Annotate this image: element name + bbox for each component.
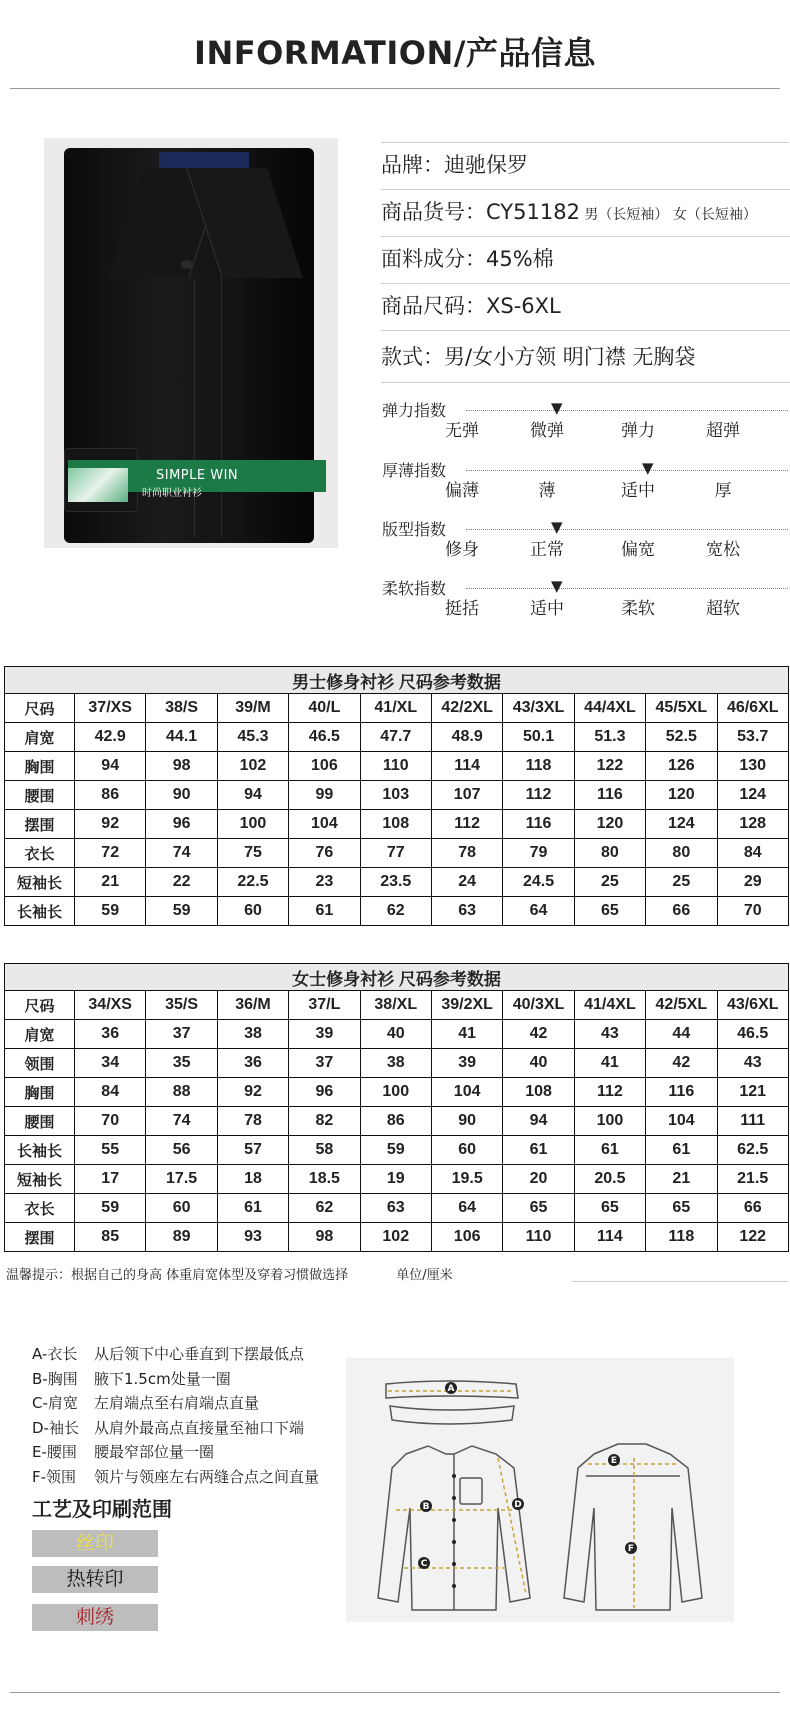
table-cell: 63	[360, 1194, 431, 1223]
table-cell: 116	[503, 810, 574, 839]
table-cell: 25	[646, 868, 717, 897]
craft-silkscreen: 丝印	[32, 1530, 158, 1557]
table-cell: 103	[360, 781, 431, 810]
row-label: 肩宽	[5, 1020, 75, 1049]
size-header: 35/S	[146, 991, 217, 1020]
table-row	[5, 752, 789, 781]
table-cell: 116	[646, 1078, 717, 1107]
measure-key: D-袖长	[32, 1418, 79, 1437]
table-cell: 61	[289, 897, 360, 926]
size-header: 39/2XL	[431, 991, 502, 1020]
table-cell: 118	[503, 752, 574, 781]
table-cell: 64	[431, 1194, 502, 1223]
index-selected-marker: ▼	[551, 399, 563, 417]
table-cell: 22	[146, 868, 217, 897]
table-cell: 23.5	[360, 868, 431, 897]
table-cell: 17.5	[146, 1165, 217, 1194]
table-cell: 62	[289, 1194, 360, 1223]
row-label: 肩宽	[5, 723, 75, 752]
measure-item	[32, 1392, 259, 1413]
index-option: 薄	[538, 481, 556, 501]
table-row	[5, 1020, 789, 1049]
table-cell: 65	[574, 1194, 645, 1223]
table-cell: 42.9	[75, 723, 146, 752]
measurement-diagram	[346, 1358, 734, 1622]
table-cell: 40	[503, 1049, 574, 1078]
table-cell: 40	[360, 1020, 431, 1049]
table-row	[5, 868, 789, 897]
index-option: 超软	[706, 599, 740, 619]
table-cell: 75	[217, 839, 288, 868]
table-cell: 60	[431, 1136, 502, 1165]
index-option: 偏宽	[621, 540, 655, 560]
table-cell: 100	[574, 1107, 645, 1136]
table-cell: 112	[503, 781, 574, 810]
row-label: 胸围	[5, 752, 75, 781]
measure-key: B-胸围	[32, 1369, 78, 1388]
table-row	[5, 810, 789, 839]
diagram-label-b: B	[422, 1502, 430, 1512]
table-cell: 114	[574, 1223, 645, 1252]
table-cell: 42	[646, 1049, 717, 1078]
size-header: 40/3XL	[503, 991, 574, 1020]
table-cell: 121	[717, 1078, 788, 1107]
table-cell: 21.5	[717, 1165, 788, 1194]
table-cell: 120	[574, 810, 645, 839]
table-cell: 86	[75, 781, 146, 810]
table-row	[5, 1223, 789, 1252]
table-cell: 57	[217, 1136, 288, 1165]
size-header: 45/5XL	[646, 694, 717, 723]
size-header: 40/L	[289, 694, 360, 723]
table-header-row	[5, 694, 789, 723]
diagram-label-e: E	[610, 1456, 618, 1466]
table-cell: 59	[75, 897, 146, 926]
table-cell: 41	[574, 1049, 645, 1078]
index-label: 弹力指数	[382, 401, 447, 420]
size-header: 43/6XL	[717, 991, 788, 1020]
table-cell: 20	[503, 1165, 574, 1194]
table-cell: 102	[360, 1223, 431, 1252]
table-title: 男士修身衬衫 尺码参考数据	[5, 667, 789, 694]
measure-desc: 左肩端点至右肩端点直量	[94, 1394, 260, 1412]
table-cell: 66	[717, 1194, 788, 1223]
table-header-row	[5, 991, 789, 1020]
measure-item	[32, 1466, 319, 1487]
table-cell: 24	[431, 868, 502, 897]
table-cell: 64	[503, 897, 574, 926]
size-header: 38/S	[146, 694, 217, 723]
table-cell: 80	[646, 839, 717, 868]
table-row	[5, 1107, 789, 1136]
table-cell: 94	[75, 752, 146, 781]
index-option: 柔软	[621, 599, 655, 619]
info-size: 商品尺码：XS-6XL	[381, 284, 790, 331]
row-label: 长袖长	[5, 897, 75, 926]
table-cell: 37	[146, 1020, 217, 1049]
mens-size-table	[4, 666, 789, 926]
table-cell: 59	[146, 897, 217, 926]
table-cell: 63	[431, 897, 502, 926]
brand-band-text: SIMPLE WIN	[156, 468, 239, 483]
index-option: 厚	[714, 481, 732, 501]
table-cell: 53.7	[717, 723, 788, 752]
table-row	[5, 723, 789, 752]
table-row	[5, 1078, 789, 1107]
diagram-label-c: C	[420, 1559, 428, 1569]
table-cell: 93	[217, 1223, 288, 1252]
table-cell: 70	[75, 1107, 146, 1136]
size-header: 42/2XL	[431, 694, 502, 723]
table-cell: 56	[146, 1136, 217, 1165]
craft-embroidery: 刺绣	[32, 1604, 158, 1631]
table-row	[5, 1136, 789, 1165]
table-cell: 100	[217, 810, 288, 839]
table-cell: 46.5	[289, 723, 360, 752]
table-cell: 34	[75, 1049, 146, 1078]
measure-item	[32, 1368, 231, 1389]
row-label: 短袖长	[5, 868, 75, 897]
table-cell: 82	[289, 1107, 360, 1136]
back-shirt-outline	[564, 1444, 702, 1610]
table-cell: 110	[360, 752, 431, 781]
index-label: 厚薄指数	[382, 461, 447, 480]
table-cell: 124	[646, 810, 717, 839]
table-cell: 43	[717, 1049, 788, 1078]
measure-desc: 从肩外最高点直接量至袖口下端	[94, 1418, 305, 1437]
shirt-button	[181, 260, 193, 269]
table-row	[5, 839, 789, 868]
table-cell: 92	[75, 810, 146, 839]
info-style: 款式：男/女小方领 明门襟 无胸袋	[381, 335, 790, 383]
table-cell: 50.1	[503, 723, 574, 752]
table-cell: 77	[360, 839, 431, 868]
table-cell: 62.5	[717, 1136, 788, 1165]
table-cell: 76	[289, 839, 360, 868]
table-cell: 104	[646, 1107, 717, 1136]
table-cell: 18	[217, 1165, 288, 1194]
table-cell: 62	[360, 897, 431, 926]
table-cell: 128	[717, 810, 788, 839]
table-cell: 108	[503, 1078, 574, 1107]
table-cell: 58	[289, 1136, 360, 1165]
size-header: 37/XS	[75, 694, 146, 723]
table-cell: 106	[289, 752, 360, 781]
index-option: 修身	[445, 540, 479, 560]
table-cell: 59	[360, 1136, 431, 1165]
table-cell: 118	[646, 1223, 717, 1252]
table-cell: 61	[503, 1136, 574, 1165]
table-cell: 98	[146, 752, 217, 781]
size-header: 43/3XL	[503, 694, 574, 723]
table-cell: 42	[503, 1020, 574, 1049]
table-cell: 85	[75, 1223, 146, 1252]
index-option: 偏薄	[445, 481, 479, 501]
table-cell: 20.5	[574, 1165, 645, 1194]
index-selected-marker: ▼	[642, 459, 654, 477]
row-label: 腰围	[5, 1107, 75, 1136]
size-header: 41/4XL	[574, 991, 645, 1020]
table-cell: 22.5	[217, 868, 288, 897]
table-cell: 61	[217, 1194, 288, 1223]
index-option: 弹力	[621, 421, 655, 441]
table-cell: 122	[717, 1223, 788, 1252]
table-cell: 74	[146, 1107, 217, 1136]
header-label: 尺码	[5, 991, 75, 1020]
table-cell: 88	[146, 1078, 217, 1107]
index-selected-marker: ▼	[551, 518, 563, 536]
table-cell: 51.3	[574, 723, 645, 752]
index-scale-line	[466, 529, 788, 530]
table-cell: 112	[574, 1078, 645, 1107]
diagram-label-a: A	[447, 1384, 455, 1394]
table-cell: 94	[217, 781, 288, 810]
diagram-label-f: F	[627, 1544, 635, 1554]
table-cell: 38	[217, 1020, 288, 1049]
row-label: 衣长	[5, 839, 75, 868]
womens-size-table	[4, 963, 789, 1252]
table-cell: 52.5	[646, 723, 717, 752]
table-cell: 84	[75, 1078, 146, 1107]
size-header: 42/5XL	[646, 991, 717, 1020]
table-cell: 61	[574, 1136, 645, 1165]
table-cell: 98	[289, 1223, 360, 1252]
table-row	[5, 897, 789, 926]
table-cell: 120	[646, 781, 717, 810]
table-cell: 74	[146, 839, 217, 868]
table-cell: 107	[431, 781, 502, 810]
header-label: 尺码	[5, 694, 75, 723]
table-cell: 35	[146, 1049, 217, 1078]
table-cell: 61	[646, 1136, 717, 1165]
table-cell: 39	[431, 1049, 502, 1078]
table-row	[5, 1165, 789, 1194]
measure-desc: 从后领下中心垂直到下摆最低点	[94, 1345, 305, 1363]
size-header: 34/XS	[75, 991, 146, 1020]
table-cell: 29	[717, 868, 788, 897]
table-cell: 44	[646, 1020, 717, 1049]
table-cell: 99	[289, 781, 360, 810]
table-cell: 46.5	[717, 1020, 788, 1049]
table-cell: 72	[75, 839, 146, 868]
index-option: 挺括	[445, 599, 479, 619]
table-cell: 108	[360, 810, 431, 839]
table-cell: 17	[75, 1165, 146, 1194]
table-cell: 124	[717, 781, 788, 810]
row-label: 长袖长	[5, 1136, 75, 1165]
table-cell: 111	[717, 1107, 788, 1136]
table-cell: 19.5	[431, 1165, 502, 1194]
size-header: 46/6XL	[717, 694, 788, 723]
size-header: 38/XL	[360, 991, 431, 1020]
table-cell: 37	[289, 1049, 360, 1078]
measure-key: C-肩宽	[32, 1394, 78, 1412]
table-cell: 55	[75, 1136, 146, 1165]
table-cell: 48.9	[431, 723, 502, 752]
table-cell: 126	[646, 752, 717, 781]
row-label: 短袖长	[5, 1165, 75, 1194]
table-cell: 19	[360, 1165, 431, 1194]
craft-title: 工艺及印刷范围	[32, 1497, 172, 1521]
row-label: 衣长	[5, 1194, 75, 1223]
table-cell: 21	[646, 1165, 717, 1194]
size-header: 36/M	[217, 991, 288, 1020]
measure-desc: 腰最窄部位量一圈	[94, 1443, 215, 1461]
table-title: 女士修身衬衫 尺码参考数据	[5, 964, 789, 991]
table-cell: 104	[431, 1078, 502, 1107]
measure-item	[32, 1417, 304, 1438]
measure-key: E-腰围	[32, 1443, 77, 1461]
index-option: 正常	[530, 540, 564, 560]
table-cell: 90	[431, 1107, 502, 1136]
table-cell: 116	[574, 781, 645, 810]
table-cell: 66	[646, 897, 717, 926]
craft-heat-transfer: 热转印	[32, 1566, 158, 1593]
measure-desc: 腋下1.5cm处量一圈	[94, 1369, 231, 1388]
index-option: 宽松	[706, 540, 740, 560]
table-cell: 60	[217, 897, 288, 926]
row-label: 摆围	[5, 1223, 75, 1252]
table-cell: 94	[503, 1107, 574, 1136]
size-header: 37/L	[289, 991, 360, 1020]
measure-desc: 领片与领座左右两缝合点之间直量	[94, 1467, 320, 1486]
row-label: 胸围	[5, 1078, 75, 1107]
table-cell: 90	[146, 781, 217, 810]
brand-band-sub: 时尚职业衬衫	[142, 488, 202, 499]
index-option: 无弹	[445, 421, 479, 441]
table-cell: 60	[146, 1194, 217, 1223]
table-cell: 89	[146, 1223, 217, 1252]
table-cell: 92	[217, 1078, 288, 1107]
header-divider	[10, 88, 780, 89]
table-cell: 47.7	[360, 723, 431, 752]
index-option: 微弹	[530, 421, 564, 441]
table-cell: 110	[503, 1223, 574, 1252]
size-header: 39/M	[217, 694, 288, 723]
table-cell: 130	[717, 752, 788, 781]
table-cell: 70	[717, 897, 788, 926]
info-brand: 品牌：迪驰保罗	[381, 143, 790, 190]
index-label: 柔软指数	[382, 579, 447, 598]
table-row	[5, 1194, 789, 1223]
row-label: 腰围	[5, 781, 75, 810]
table-cell: 39	[289, 1020, 360, 1049]
table-cell: 112	[431, 810, 502, 839]
table-cell: 23	[289, 868, 360, 897]
table-row	[5, 781, 789, 810]
table-cell: 65	[574, 897, 645, 926]
index-option: 适中	[621, 481, 655, 501]
table-row	[5, 1049, 789, 1078]
table-cell: 38	[360, 1049, 431, 1078]
table-cell: 24.5	[503, 868, 574, 897]
table-cell: 65	[646, 1194, 717, 1223]
diagram-label-d: D	[514, 1500, 522, 1510]
product-photo	[44, 138, 338, 548]
page-title: INFORMATION/产品信息	[194, 34, 596, 72]
table-cell: 25	[574, 868, 645, 897]
index-scale-line	[466, 470, 788, 471]
index-option: 适中	[530, 599, 564, 619]
table-cell: 43	[574, 1020, 645, 1049]
table-cell: 96	[146, 810, 217, 839]
shirt-diagram-svg	[346, 1358, 734, 1622]
table-cell: 96	[289, 1078, 360, 1107]
table-cell: 86	[360, 1107, 431, 1136]
measure-item	[32, 1441, 214, 1462]
table-cell: 18.5	[289, 1165, 360, 1194]
table-cell: 41	[431, 1020, 502, 1049]
table-cell: 122	[574, 752, 645, 781]
table-cell: 21	[75, 868, 146, 897]
table-cell: 44.1	[146, 723, 217, 752]
index-label: 版型指数	[382, 520, 447, 539]
table-cell: 78	[431, 839, 502, 868]
table-cell: 36	[75, 1020, 146, 1049]
table-cell: 84	[717, 839, 788, 868]
table-cell: 45.3	[217, 723, 288, 752]
size-tip: 温馨提示：根据自己的身高 体重肩宽体型及穿着习惯做选择 单位/厘米	[6, 1268, 453, 1283]
index-scale-line	[466, 588, 788, 589]
table-cell: 100	[360, 1078, 431, 1107]
footer-divider	[10, 1692, 780, 1693]
table-cell: 102	[217, 752, 288, 781]
info-fabric: 面料成分：45%棉	[381, 237, 790, 284]
row-label: 领围	[5, 1049, 75, 1078]
table-cell: 78	[217, 1107, 288, 1136]
measure-item	[32, 1343, 304, 1364]
size-header: 44/4XL	[574, 694, 645, 723]
table-cell: 114	[431, 752, 502, 781]
index-option: 超弹	[706, 421, 740, 441]
size-header: 41/XL	[360, 694, 431, 723]
index-scale-line	[466, 410, 788, 411]
table-cell: 36	[217, 1049, 288, 1078]
table-cell: 59	[75, 1194, 146, 1223]
table-cell: 80	[574, 839, 645, 868]
measure-key: A-衣长	[32, 1345, 78, 1363]
table-cell: 104	[289, 810, 360, 839]
index-selected-marker: ▼	[551, 577, 563, 595]
table-cell: 106	[431, 1223, 502, 1252]
row-label: 摆围	[5, 810, 75, 839]
table-cell: 79	[503, 839, 574, 868]
table-cell: 65	[503, 1194, 574, 1223]
info-sku: 商品货号：CY51182 男（长短袖） 女（长短袖）	[381, 190, 790, 237]
measure-key: F-领围	[32, 1467, 77, 1486]
